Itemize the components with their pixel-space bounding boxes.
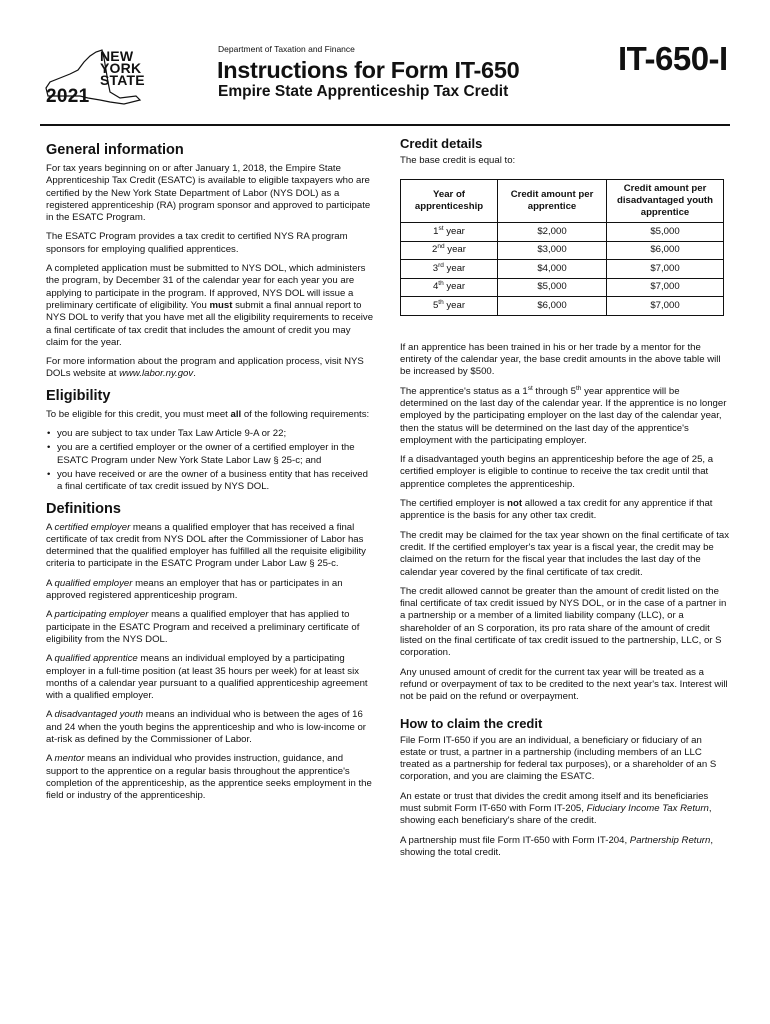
credit-details-heading: Credit details (400, 136, 483, 151)
definition: A certified employer means a qualified employer that has received a final certificate of tax credit from NYS DOL after the Commissioner of Labor has determined that the qualified employer has fulfilled all the requisite eligibility criteria to participate in the ESATC Program under Labor Law § 25-c. (46, 521, 366, 570)
credit-paragraph: If an apprentice has been trained in his or her trade by a mentor for the entirety of the calendar year, the base credit amounts in the above table will be increased by $500. (400, 341, 721, 378)
table-row (401, 278, 724, 297)
year-cell: 2nd year (401, 241, 498, 260)
definition: A mentor means an individual who provides instruction, guidance, and support to the apprentice on a regular basis throughout the apprentice's completion of the apprenticeship, as the apprentice seeks employment in the field or industry of the apprenticeship. (46, 753, 372, 802)
claim-paragraph: File Form IT-650 if you are an individual, a beneficiary or fiduciary of an estate or trust, a partner in a partnership (including members of an LLC treated as a partnership for federal tax purposes), or a shareholder of an S corporation, and you are claiming the ESATC. (400, 734, 717, 783)
amount-cell: $5,000 (498, 278, 607, 297)
general-paragraph: For more information about the program and application process, visit NYS DOLs website at www.labor.ny.gov. (46, 356, 364, 380)
general-paragraph: For tax years beginning on or after January 1, 2018, the Empire State Apprenticeship Tax Credit (ESATC) is available to eligible taxpayers who are certified by the New York State Department of Labor (NYS DOL) as a registered apprenticeship (RA) program sponsor and approved to participate in the ESATC Program. (46, 163, 371, 224)
definition: A qualified apprentice means an individual employed by a participating employer in a full-time position (at least 35 hours per week) for at least six months of a calendar year pursuant to a qualified apprenticeship agreement with a qualified employer. (46, 653, 368, 702)
table-row (401, 241, 724, 260)
header-divider (40, 124, 730, 126)
eligibility-list (46, 428, 374, 493)
claim-paragraph: A partnership must file Form IT-650 with Form IT-204, Partnership Return, showing the total credit. (400, 834, 713, 858)
youth-amount-cell: $7,000 (607, 297, 724, 316)
year-cell: 3rd year (401, 260, 498, 279)
amount-cell: $2,000 (498, 223, 607, 242)
credit-paragraph: If a disadvantaged youth begins an apprenticeship before the age of 25, a certified employer is eligible to continue to receive the tax credit until that apprentice completes the apprenticeship. (400, 454, 714, 490)
general-paragraph: The ESATC Program provides a tax credit to certified NYS RA program sponsors for employing qualified apprentices. (46, 231, 348, 255)
definitions-heading: Definitions (46, 500, 121, 517)
youth-amount-cell: $7,000 (607, 260, 724, 279)
right-column (400, 136, 730, 866)
credit-paragraph: The credit may be claimed for the tax year shown on the final certificate of tax credit. If the certified employer's tax year is a fiscal year, the credit may be claimed on the return for the fiscal year that includes the last day of the calendar year covered by the final certificate of tax credit. (400, 529, 730, 578)
nys-logo (40, 48, 152, 110)
credit-paragraph: The certified employer is not allowed a tax credit for any apprentice if that apprentice is the basis for any other tax credit. (400, 498, 713, 522)
definition: A participating employer means a qualified employer that has applied to participate in the ESATC Program and received a preliminary certificate of eligibility from the NYS DOL. (46, 609, 360, 645)
credit-table (400, 179, 724, 316)
year-cell: 4th year (401, 278, 498, 297)
general-information-heading: General information (46, 142, 184, 158)
eligibility-heading: Eligibility (46, 387, 111, 404)
state-wordmark: NEW YORK STATE (100, 48, 145, 88)
form-number: IT-650-I (618, 40, 728, 77)
credit-intro: The base credit is equal to: (400, 155, 516, 166)
labor-website-link[interactable]: www.labor.ny.gov (119, 368, 194, 380)
eligibility-intro: To be eligible for this credit, you must meet all of the following requirements: (46, 408, 370, 420)
how-to-claim-heading: How to claim the credit (400, 715, 543, 731)
credit-paragraph: The credit allowed cannot be greater than the amount of credit listed on the final certificate of tax credit issued by NYS DOL, or in the case of a partner in a partnership or a member of a limited liability company (LLC), or a shareholder of an S corporation, its pro rata share of the amount of credit listed on the final certificate of tax credit issued to the partnership, LLC, or S corporation. (400, 585, 727, 659)
amount-cell: $6,000 (498, 297, 607, 316)
column-header: Credit amount per disadvantaged youth apprentice (607, 180, 724, 223)
list-item: • you are subject to tax under Tax Law Article 9-A or 22; (57, 428, 374, 440)
amount-cell: $4,000 (498, 260, 607, 279)
department-name: Department of Taxation and Finance (218, 44, 355, 54)
definition: A disadvantaged youth means an individual who is between the ages of 16 and 24 when the youth begins the apprenticeship and who is low-income or at-risk as defined by the Commissioner of Labor. (46, 709, 366, 745)
tax-year: 2021 (46, 86, 90, 107)
page-title: Instructions for Form IT-650 (217, 57, 520, 83)
column-header: Credit amount per apprentice (498, 180, 607, 223)
year-cell: 1st year (401, 223, 498, 242)
youth-amount-cell: $5,000 (607, 223, 724, 242)
year-cell: 5th year (401, 297, 498, 316)
credit-paragraph: The apprentice's status as a 1st through 5th year apprentice will be determined on the last day of the calendar year. If the apprentice is no longer employed by the participating employer on the last day of the calendar year, then the status will be determined on the last day of the apprentice's employment with the participating employer. (400, 384, 727, 446)
list-item: • you are a certified employer or the owner of a certified employer in the ESATC Program under New York State Labor Law § 25-c; and (57, 442, 374, 467)
definition: A qualified employer means an employer that has or participates in an approved registered apprenticeship program. (46, 577, 343, 602)
column-header: Year of apprenticeship (401, 180, 498, 223)
claim-paragraph: An estate or trust that divides the credit among itself and its beneficiaries must submit Form IT-650 with Form IT-205, Fiduciary Income Tax Return, showing each beneficiary's share of the credit. (400, 790, 712, 827)
page-subtitle: Empire State Apprenticeship Tax Credit (218, 83, 509, 100)
credit-paragraph: Any unused amount of credit for the current tax year will be treated as a refund or overpayment of tax to be credited to the next year's tax. Interest will not be paid on the refund or overpayment. (400, 666, 728, 703)
table-row (401, 297, 724, 316)
table-row (401, 260, 724, 279)
left-column (46, 136, 374, 809)
table-header-row (401, 180, 724, 223)
youth-amount-cell: $6,000 (607, 241, 724, 260)
youth-amount-cell: $7,000 (607, 278, 724, 297)
general-paragraph: A completed application must be submitted to NYS DOL, which administers the program, by December 31 of the calendar year for each year you are applying to participate in the program. If approved, NYS DOL will issue a preliminary certificate of eligibility. You must submit a final annual report to NYS DOL to verify that you have met all the eligibility requirements to receive a final certificate of tax credit that includes the amount of credit you may claim for the year. (46, 263, 374, 348)
amount-cell: $3,000 (498, 241, 607, 260)
list-item: • you have received or are the owner of a business entity that has received a final certificate of tax credit issued by NYS DOL. (57, 469, 374, 494)
table-row (401, 223, 724, 242)
